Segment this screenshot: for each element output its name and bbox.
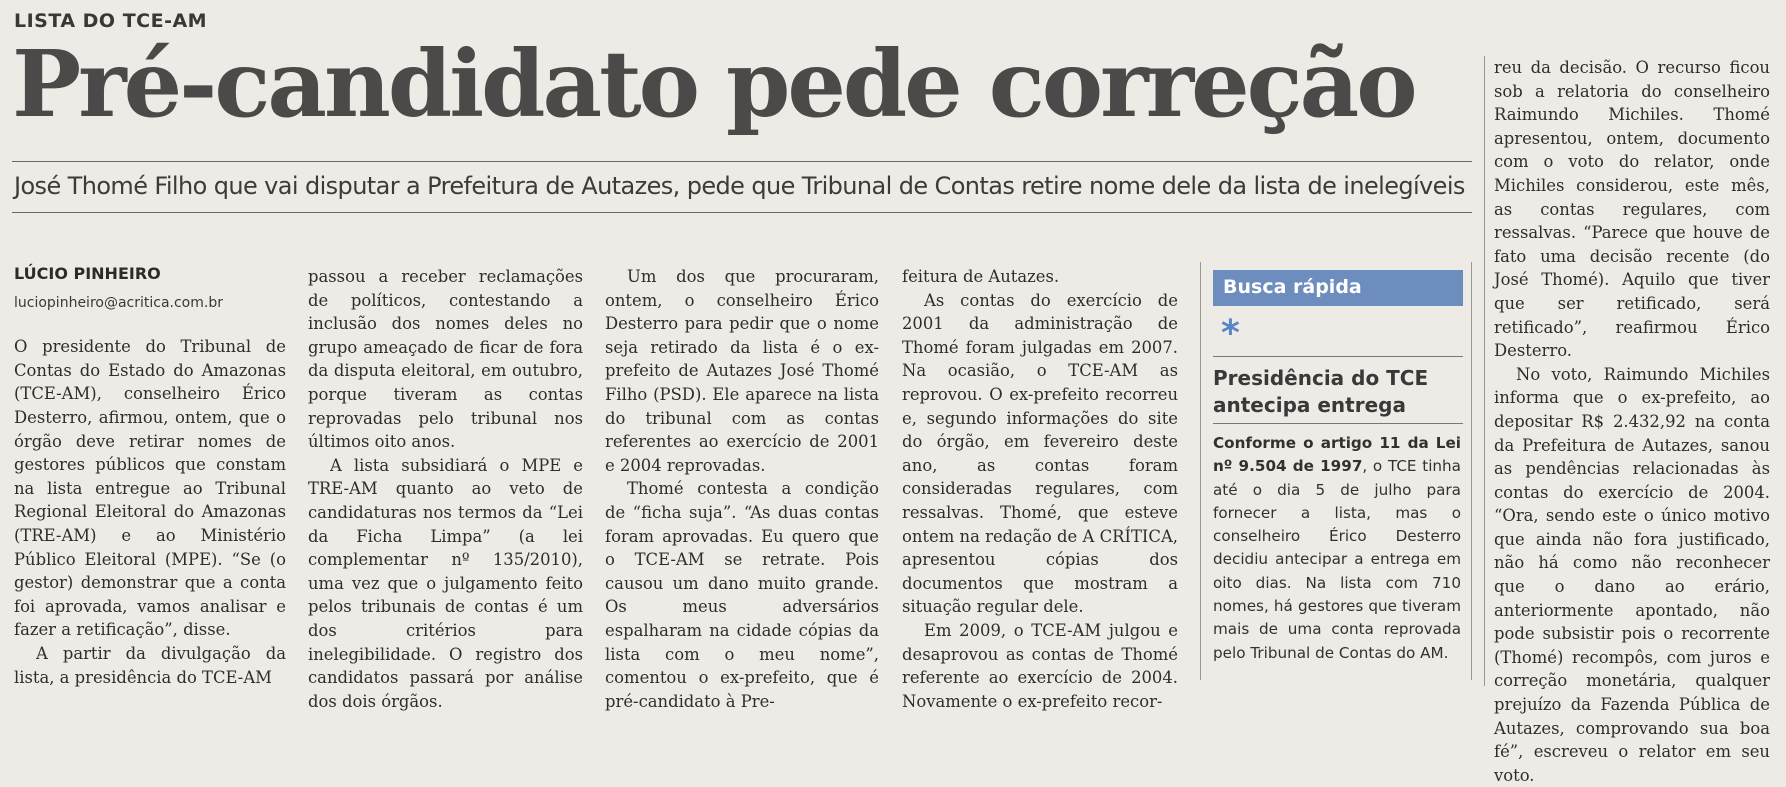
paragraph: O presidente do Tribunal de Contas do Estado do Amazonas (TCE-AM), conselheiro Érico Desterro, afirmou, ontem, que o órgão deve retirar nomes de gestores públicos que constam na lista entregue ao Tribunal Regional Eleitoral do Amazonas (TRE-AM) e ao Ministério Público Eleitoral (MPE). “Se (o gestor) demonstrar que a conta foi aprovada, vamos analisar e fazer a retificação”, disse. — [14, 337, 286, 640]
kicker: LISTA DO TCE-AM — [14, 10, 208, 32]
byline-author: LÚCIO PINHEIRO — [14, 264, 161, 283]
box-body — [1213, 432, 1461, 665]
paragraph: A partir da divulgação da lista, a presidência do TCE-AM — [14, 643, 286, 687]
subhead-rule — [12, 212, 1472, 213]
column-divider — [1484, 56, 1485, 686]
article-column-1 — [14, 265, 286, 689]
quick-search-box — [1200, 262, 1472, 680]
article-column-4 — [902, 265, 1178, 713]
paragraph: Thomé contesta a condição de “ficha suja”. “As duas contas foram aprovadas. Eu quero que o TCE-AM se retrate. Pois causou um dano muito grande. Os meus adversários espalharam na cidade cópias da lista com o meu nome”, comentou o ex-prefeito, que é pré-candidato à Pre- — [605, 479, 879, 711]
article-column-3 — [605, 265, 879, 713]
paragraph: passou a receber reclamações de políticos, contestando a inclusão dos nomes deles no grupo ameaçado de ficar de fora da disputa eleitoral, em outubro, porque tiveram as contas reprovadas pelo tribunal nos últimos oito anos. — [308, 267, 583, 452]
paragraph: No voto, Raimundo Michiles informa que o ex-prefeito, ao depositar R$ 2.432,92 na conta da Prefeitura de Autazes, sanou as pendências relacionadas às contas do exercício de 2004. “Ora, sendo este o único motivo que ainda não fora justificado, não há como não reconhecer que o dano ao erário, anteriormente apontado, não pode subsistir pois o recorrente (Thomé) recompôs, com juros e correção monetária, qualquer prejuízo da Fazenda Pública de Autazes, comprovando sua boa fé”, escreveu o relator em seu voto. — [1494, 364, 1770, 785]
asterisk-icon: * — [1221, 313, 1240, 354]
paragraph: Em 2009, o TCE-AM julgou e desaprovou as contas de Thomé referente ao exercício de 2004. Novamente o ex-prefeito recor- — [902, 620, 1178, 711]
box-lead: Conforme o artigo 11 da Lei nº 9.504 de 1997 — [1213, 434, 1461, 476]
headline: Pré-candidato pede correção — [12, 30, 1415, 138]
box-rule — [1213, 423, 1463, 424]
paragraph: A lista subsidiará o MPE e TRE-AM quanto ao veto de candidaturas nos termos da “Lei da Ficha Limpa” (a lei complementar nº 135/2010), uma vez que o julgamento feito pelos tribunais de contas é um dos critérios para inelegibilidade. O registro dos candidatos passará por análise dos dois órgãos. — [308, 455, 583, 711]
paragraph: feitura de Autazes. — [902, 267, 1060, 286]
article-column-5 — [1494, 56, 1770, 787]
paragraph: Um dos que procuraram, ontem, o conselheiro Érico Desterro para pedir que o nome seja retirado da lista é o ex-prefeito de Autazes José Thomé Filho (PSD). Ele aparece na lista do tribunal com as contas referentes ao exercício de 2001 e 2004 reprovadas. — [605, 267, 879, 475]
subhead: José Thomé Filho que vai disputar a Prefeitura de Autazes, pede que Tribunal de Contas retire nome dele da lista de inelegíveis — [14, 172, 1465, 200]
quick-search-label: Busca rápida — [1213, 270, 1463, 306]
article-column-2 — [308, 265, 583, 713]
box-title: Presidência do TCE antecipa entrega — [1213, 366, 1429, 417]
box-rule — [1213, 356, 1463, 357]
byline-email: luciopinheiro@acritica.com.br — [14, 294, 223, 311]
box-text: , o TCE tinha até o dia 5 de julho para fornecer a lista, mas o conselheiro Érico Desterro decidiu antecipar a entrega em oito dias. Na lista com 710 nomes, há gestores que tiveram mais de uma conta reprovada pelo Tribunal de Contas do AM. — [1213, 457, 1461, 662]
paragraph: As contas do exercício de 2001 da administração de Thomé foram julgadas em 2007. Na ocasião, o TCE-AM as reprovou. O ex-prefeito recorreu e, segundo informações do site do órgão, em fevereiro deste ano, as contas foram consideradas regulares, com ressalvas. Thomé, que esteve ontem na redação de A CRÍTICA, apresentou cópias dos documentos que mostram a situação regular dele. — [902, 290, 1178, 617]
headline-rule — [12, 161, 1472, 162]
paragraph: reu da decisão. O recurso ficou sob a relatoria do conselheiro Raimundo Michiles. Thomé apresentou, ontem, documento com o voto do relator, onde Michiles considerou, este mês, as contas regulares, com ressalvas. “Parece que houve de fato uma decisão recente (do José Thomé). Aquilo que tiver que ser retificado, será retificado”, reafirmou Érico Desterro. — [1494, 58, 1770, 361]
